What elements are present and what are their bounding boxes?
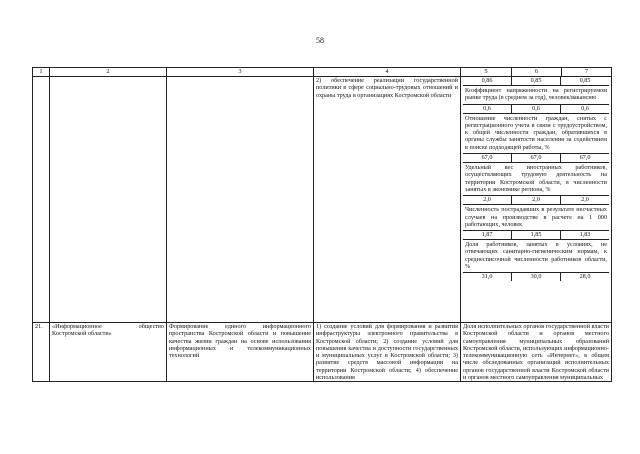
indicator-block <box>463 163 609 205</box>
indicator-text: Удельный вес иностранных работников, осуществляющих трудовую деятельность на территории Костромской области, в численности занятых в экономике региона, % <box>463 163 609 196</box>
indicator-block <box>463 105 609 114</box>
indicator-values <box>463 154 609 163</box>
value-col5: 0,86 <box>481 77 493 84</box>
indicator-values <box>463 77 609 86</box>
continuation-row <box>33 77 612 323</box>
cont-number-cell <box>33 77 50 323</box>
header-cell-1: 1 <box>33 68 50 77</box>
header-cell-5: 5 <box>461 68 512 77</box>
program-name: «Информационное общество Костромской области» <box>50 323 167 382</box>
indicator-values <box>463 105 609 114</box>
header-cell-6: 6 <box>512 68 562 77</box>
header-cell-2: 2 <box>50 68 167 77</box>
value-col7: 28,0 <box>560 273 609 281</box>
header-cell-7: 7 <box>562 68 612 77</box>
program-table <box>32 67 612 382</box>
row-number: 21. <box>33 323 50 382</box>
cont-task-cell: 2) обеспечение реализации государственной политики в сфере социально-трудовых отношений и охраны труда в организациях Костромской области <box>314 77 461 323</box>
value-col7: 0,6 <box>560 105 609 113</box>
cont-name-cell <box>50 77 167 323</box>
value-col6: 67,0 <box>511 154 560 162</box>
value-col5: 31,0 <box>481 273 493 281</box>
value-col7: 2,0 <box>560 196 609 204</box>
value-col6: 0,85 <box>511 77 560 85</box>
indicator-values <box>463 231 609 240</box>
value-col5: 0,6 <box>483 104 491 112</box>
indicator-block <box>463 205 609 240</box>
value-col6: 0,6 <box>511 105 560 113</box>
value-col6: 1,85 <box>511 231 560 239</box>
indicator-text: Коэффициент напряженности на регистрируемом рынке труда (в среднем за год), человек/вакансию <box>463 86 609 105</box>
value-col7: 1,83 <box>560 231 609 239</box>
header-cell-3: 3 <box>167 68 314 77</box>
value-col6: 2,0 <box>511 196 560 204</box>
header-row <box>33 68 612 77</box>
value-col5: 67,0 <box>481 154 493 162</box>
value-col7: 0,85 <box>560 77 609 85</box>
value-col6: 30,0 <box>511 273 560 281</box>
value-col5: 2,0 <box>483 196 491 204</box>
value-col5: 1,87 <box>481 231 493 239</box>
indicator-text: Доля работников, занятых в условиях, не отвечающих санитарно-гигиеническим нормам, к среднесписочной численности работников области, % <box>463 240 609 273</box>
indicator-text: Отношение численности граждан, снятых с регистрационного учета в связи с трудоустройством, к общей численности граждан, обратившихся в органы службы занятости населения за содействием в поиске подходящей работы, % <box>463 114 609 154</box>
program-goal: Формирование единого информационного пространства Костромской области и повышение качества жизни граждан на основе использования информационных и телекоммуникационных технологий <box>167 323 314 382</box>
program-row-21 <box>33 323 612 382</box>
indicator-block <box>463 114 609 163</box>
program-indicator: Доля исполнительных органов государственной власти Костромской области и органов местного самоуправления муниципальных образований Костромской области, использующих информационно-телекоммуникационную сеть «Интернет», в общем числе обследованных организаций исполнительных органов государственной власти Костромской области и органов местного самоуправления муниципальных <box>461 323 612 382</box>
indicator-block <box>463 240 609 281</box>
page-number: 58 <box>316 36 324 45</box>
cont-goal-cell <box>167 77 314 323</box>
program-tasks: 1) создание условий для формирования и развития инфраструктуры электронного правительства в Костромской области; 2) создание условий для повышения качества и доступности государственных и муниципальных услуг в Костромской области; 3) развитие средств массовой информации на территории Костромской области; 4) обеспечение использования <box>314 323 461 382</box>
indicator-block <box>463 77 609 105</box>
header-cell-4: 4 <box>314 68 461 77</box>
cont-indicators-cell <box>461 77 612 323</box>
indicator-text: Численность пострадавших в результате несчастных случаев на производстве в расчете на 1 000 работающих, человек <box>463 205 609 231</box>
value-col7: 67,0 <box>560 154 609 162</box>
indicator-values <box>463 273 609 281</box>
indicator-values <box>463 196 609 205</box>
